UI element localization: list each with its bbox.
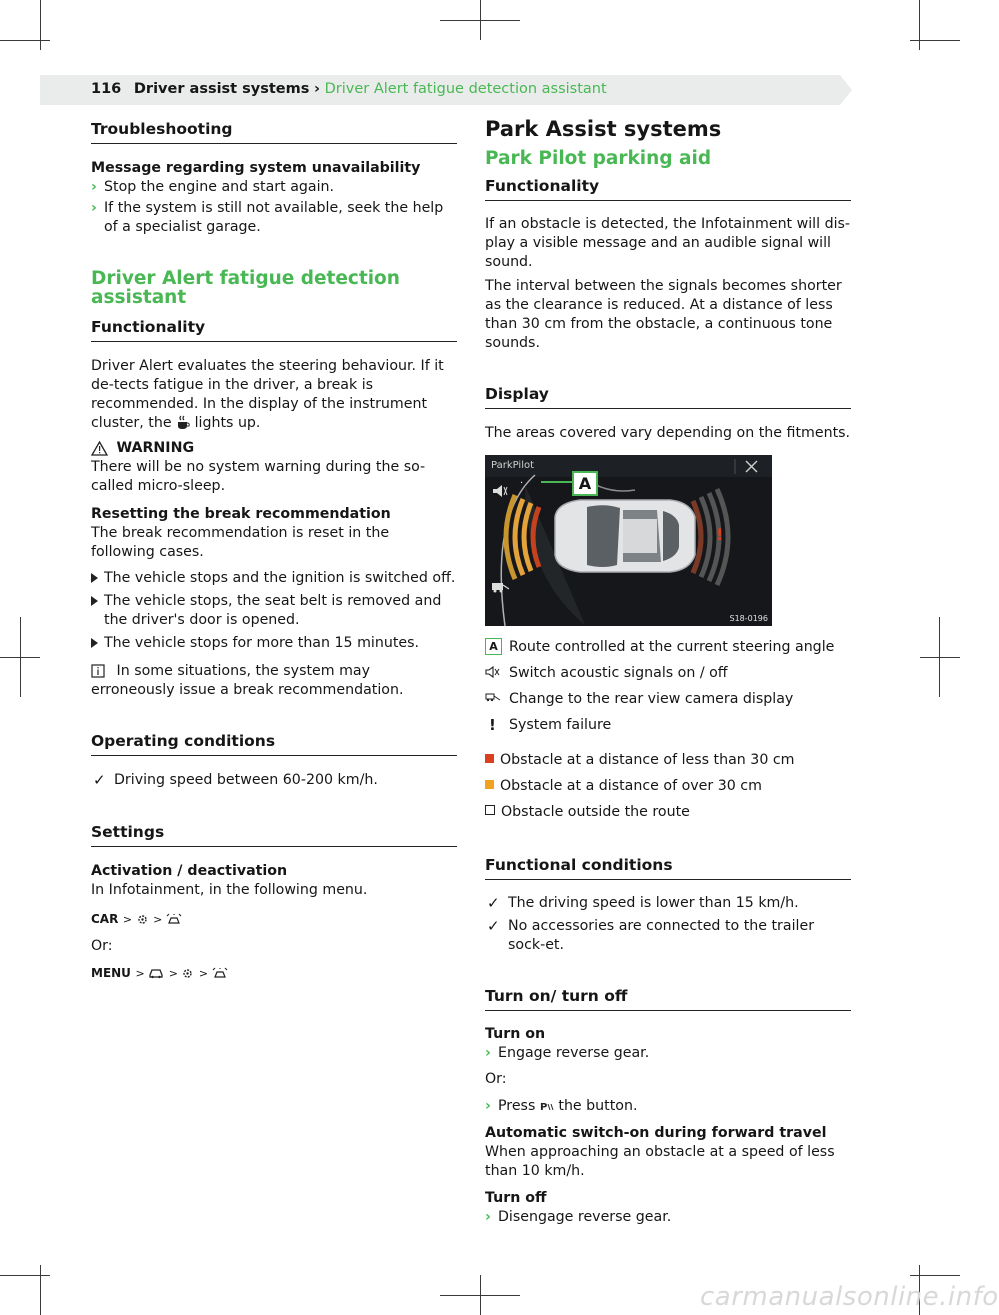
- turn-off-label: Turn off: [485, 1190, 547, 1206]
- watermark: carmanualsonline.info: [700, 1282, 999, 1312]
- functionality-paragraph: The interval between the signals becomes shorter as the clearance is reduced. At a distance of less than 30 cm from the obstacle, a continuous tone sounds.: [485, 278, 842, 351]
- coffee-cup-icon: [176, 415, 190, 431]
- warning-mark: !: [716, 525, 724, 544]
- check-icon: ✓: [93, 771, 106, 789]
- settings-heading: Settings: [91, 823, 457, 847]
- turn-on-label: Turn on: [485, 1026, 546, 1042]
- page-number: 116: [91, 81, 122, 97]
- color-legend: [485, 751, 851, 822]
- figure-id: S18-0196: [729, 614, 768, 623]
- menu-path-car: CAR > >: [91, 910, 457, 929]
- warning-icon: [91, 441, 108, 456]
- color-legend-item: Obstacle at a distance of less than 30 cm: [485, 751, 851, 770]
- park-pilot-screen: [485, 455, 772, 626]
- turn-on-step: › Engage reverse gear.: [485, 1045, 650, 1061]
- driver-assist-icon: [212, 967, 228, 980]
- breadcrumb-section[interactable]: Driver assist systems: [133, 81, 310, 97]
- reset-item: The vehicle stops and the ignition is switched off.: [91, 569, 457, 588]
- troubleshooting-step: › If the system is still not available, seek the help of a specialist garage.: [91, 200, 444, 235]
- legend-item: Switch acoustic signals on / off: [485, 664, 851, 683]
- callout-label: A: [572, 471, 598, 496]
- park-assist-heading: Park Assist systems: [485, 117, 722, 141]
- warning-box: [91, 439, 457, 458]
- park-assist-button-icon: [540, 1100, 554, 1113]
- auto-switch-on-text: When approaching an obstacle at a speed of less than 10 km/h.: [485, 1144, 835, 1179]
- troubleshooting-heading: Troubleshooting: [91, 120, 457, 144]
- display-heading: Display: [485, 385, 851, 409]
- screen-title: ParkPilot: [491, 460, 535, 471]
- functionality-heading: Functionality: [91, 318, 457, 342]
- left-column: [91, 120, 457, 983]
- or-label: Or:: [91, 938, 113, 954]
- troubleshooting-step: › Stop the engine and start again.: [91, 179, 335, 195]
- operating-conditions-heading: Operating conditions: [91, 732, 457, 756]
- callout-a-icon: A: [485, 638, 502, 655]
- rear-camera-icon: [485, 691, 503, 703]
- reset-text: The break recommendation is reset in the following cases.: [91, 525, 390, 560]
- reset-item: The vehicle stops, the seat belt is removed and the driver's door is opened.: [91, 592, 457, 630]
- legend: [485, 638, 851, 735]
- functional-conditions-heading: Functional conditions: [485, 856, 851, 880]
- car-top-view: [555, 500, 695, 572]
- color-legend-item: Obstacle outside the route: [485, 803, 851, 822]
- check-icon: ✓: [487, 894, 500, 912]
- legend-item: ! System failure: [489, 716, 612, 734]
- driver-alert-heading: Driver Alert fatigue detection assistant: [91, 268, 400, 308]
- warning-label: WARNING: [116, 440, 195, 456]
- display-text: The areas covered vary depending on the fitments.: [485, 425, 851, 441]
- car-icon: [148, 967, 164, 979]
- activation-heading: Activation / deactivation: [91, 863, 288, 879]
- press-button-step: › Press P the button.: [485, 1098, 638, 1114]
- driver-assist-icon: [166, 913, 182, 926]
- outline-square-icon: [485, 805, 495, 815]
- breadcrumb-current[interactable]: Driver Alert fatigue detection assistant: [324, 81, 607, 97]
- warning-text: There will be no system warning during the so-called micro-sleep.: [91, 459, 426, 494]
- settings-icon: [181, 967, 194, 980]
- activation-text: In Infotainment, in the following menu.: [91, 882, 368, 898]
- or-label: Or:: [485, 1071, 507, 1087]
- orange-square-icon: [485, 780, 494, 789]
- breadcrumb-separator: ›: [314, 81, 320, 97]
- functionality-paragraph: If an obstacle is detected, the Infotainment will dis-play a visible message and an audible signal will sound.: [485, 216, 851, 270]
- legend-item: Change to the rear view camera display: [485, 690, 851, 709]
- rear-camera-icon: [492, 583, 509, 593]
- turn-off-step: › Disengage reverse gear.: [485, 1209, 672, 1225]
- menu-path-menu: MENU > > >: [91, 964, 457, 983]
- turn-on-off-heading: Turn on/ turn off: [485, 987, 851, 1011]
- svg-text:.: .: [520, 475, 524, 486]
- svg-text:P: P: [539, 1101, 548, 1113]
- legend-item: A Route controlled at the current steering angle: [485, 638, 851, 657]
- speaker-icon: [485, 665, 501, 679]
- functionality-heading: Functionality: [485, 177, 851, 201]
- breadcrumb: [91, 81, 607, 97]
- color-legend-item: Obstacle at a distance of over 30 cm: [485, 777, 851, 796]
- right-column: [485, 117, 851, 1227]
- park-pilot-figure: [485, 455, 772, 626]
- check-icon: ✓: [487, 917, 500, 935]
- note-text: In some situations, the system may erroneously issue a break recommendation.: [91, 663, 404, 698]
- park-pilot-heading: Park Pilot parking aid: [485, 148, 712, 169]
- auto-switch-on-heading: Automatic switch-on during forward travel: [485, 1125, 827, 1141]
- functional-condition-item: ✓ No accessories are connected to the trailer sock-et.: [487, 917, 815, 953]
- note-icon: [91, 664, 105, 678]
- speaker-icon: [493, 485, 507, 497]
- reset-item: The vehicle stops for more than 15 minutes.: [91, 634, 457, 653]
- functionality-text: Driver Alert evaluates the steering behaviour. If it de-tects fatigue in the driver, a break is recommended. In the display of the instrument cluster, the lights up.: [91, 358, 444, 431]
- red-square-icon: [485, 754, 494, 763]
- reset-heading: Resetting the break recommendation: [91, 506, 391, 522]
- exclamation-icon: !: [489, 716, 496, 734]
- settings-icon: [136, 913, 149, 926]
- troubleshooting-subtitle: Message regarding system unavailability: [91, 160, 421, 176]
- functional-condition-item: ✓ The driving speed is lower than 15 km/h.: [487, 894, 799, 912]
- operating-condition-item: ✓ Driving speed between 60-200 km/h.: [93, 771, 378, 789]
